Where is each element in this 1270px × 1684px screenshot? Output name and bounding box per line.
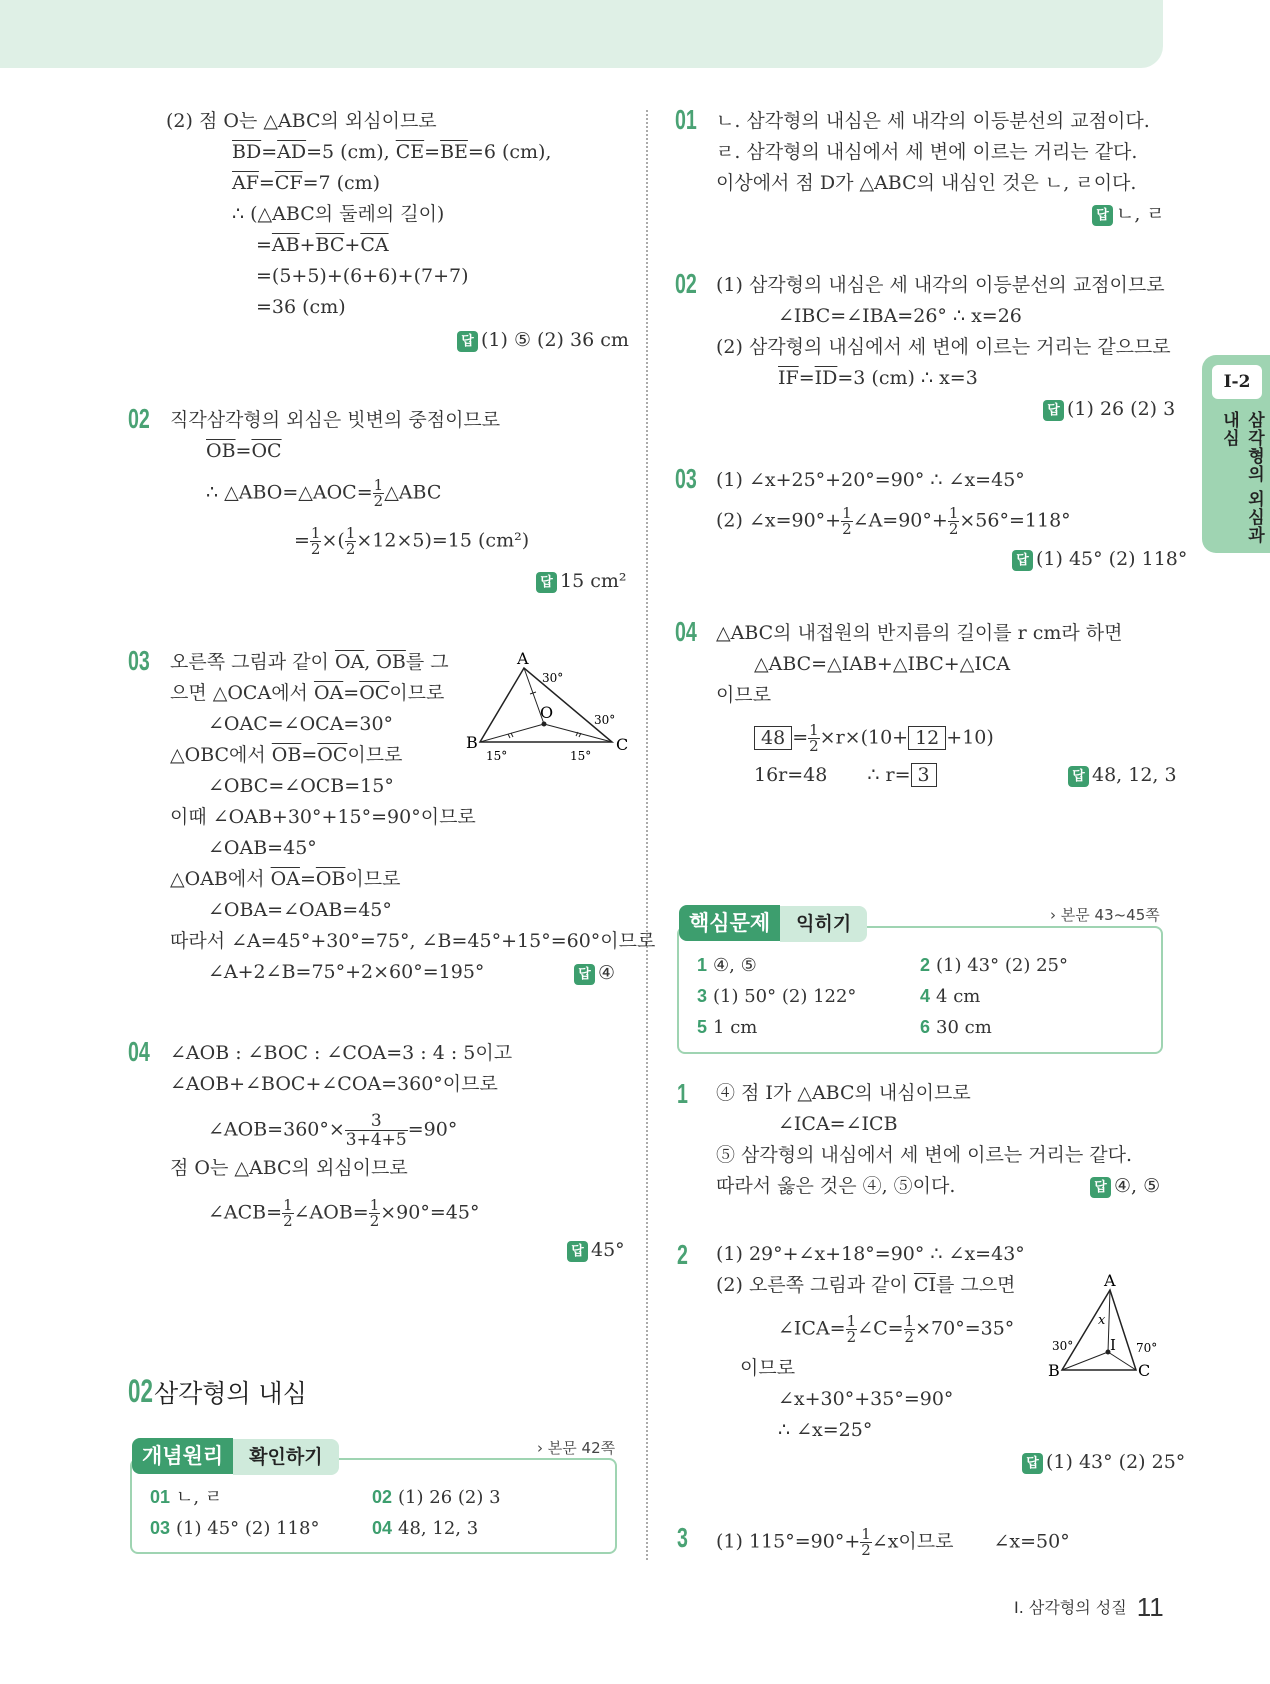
p3-number: 3 [677,1522,688,1553]
q01-line3: 이상에서 점 D가 △ABC의 내심인 것은 ㄴ, ㄹ이다. [716,172,1137,194]
chapter-title: 삼각형의 외심과 내심 [1219,411,1264,544]
p01-2-line7: =36 (cm) [256,296,346,318]
p03-line7: ∠OAB=45° [208,837,317,859]
p02-line2: $\overline{OB}=\overline{OC}$ [206,440,282,462]
blank-box-2: 12 [908,726,946,750]
p03-line5: ∠OBC=∠OCB=15° [208,775,394,797]
p03-triangle-figure [460,646,630,766]
fig-label-O: O [540,703,554,722]
p2-number: 2 [677,1239,688,1270]
p04-line2: ∠AOB+∠BOC+∠COA=360°이므로 [170,1073,498,1095]
concept-box-tab: 개념원리 확인하기 [132,1438,339,1474]
top-band [0,0,1163,68]
core-item-2: 2 (1) 43° (2) 25° [920,955,1068,976]
q03-number: 03 [675,463,697,494]
fig2-label-x: x [1098,1313,1106,1328]
p1-line4: 따라서 옳은 것은 ④, ⑤이다. [716,1175,956,1197]
p1-answer: 답 ④, ⑤ [1090,1174,1160,1198]
core-box-tab: 핵심문제 익히기 [679,905,867,941]
q01-answer: 답 ㄴ, ㄹ [1092,202,1165,226]
q02-line2: ∠IBC=∠IBA=26° ∴ x=26 [778,305,1022,327]
q01-line1: ㄴ. 삼각형의 내심은 세 내각의 이등분선의 교점이다. [716,110,1150,132]
q04-number: 04 [675,616,697,647]
p03-line3: ∠OAC=∠OCA=30° [208,713,394,735]
blank-box-3: 3 [911,763,937,787]
p03-line4: △OBC에서 $\overline{OB}=\overline{OC}$이므로 [170,744,403,766]
p1-line2: ∠ICA=∠ICB [778,1113,898,1135]
p2-triangle-figure [1046,1272,1166,1382]
q04-line3: 이므로 [716,684,772,706]
p02-line1: 직각삼각형의 외심은 빗변의 중점이므로 [170,409,501,431]
blank-box-1: 48 [754,726,792,750]
fig2-label-B: B [1048,1361,1060,1380]
chapter-side-tab[interactable] [1202,355,1270,553]
fig2-angle-30: 30° [1052,1339,1074,1353]
p2-line2: (2) 오른쪽 그림과 같이 $\overline{CI}$를 그으면 [716,1274,1016,1296]
core-box-ref[interactable]: › 본문 43~45쪽 [1050,906,1160,924]
q02-line3: (2) 삼각형의 내심에서 세 변에 이르는 거리는 같으므로 [716,336,1171,358]
p04-line1: ∠AOB : ∠BOC : ∠COA=3 : 4 : 5이고 [170,1042,513,1064]
p02-line3: ∴ △ABO=△AOC= $\frac{1}{2}$ △ABC [206,476,442,510]
q02-line1: (1) 삼각형의 내심은 세 내각의 이등분선의 교점이므로 [716,274,1165,296]
fig-angle-15b: 15° [570,749,592,763]
p2-line5: ∠x+30°+35°=90° [778,1388,954,1410]
p1-line3: ⑤ 삼각형의 내심에서 세 변에 이르는 거리는 같다. [716,1144,1133,1166]
page-footer: I. 삼각형의 성질 11 [1014,1592,1164,1622]
q01-line2: ㄹ. 삼각형의 내심에서 세 변에 이르는 거리는 같다. [716,141,1138,163]
concept-item-01: 01 ㄴ, ㄹ [150,1487,223,1508]
concept-box-ref[interactable]: › 본문 42쪽 [537,1439,616,1457]
p2-line3: ∠ICA= $\frac{1}{2}$ ∠C= $\frac{1}{2}$ ×70°=35° [778,1312,1015,1346]
p03-line6: 이때 ∠OAB+30°+15°=90°이므로 [170,806,476,828]
q03-line1: (1) ∠x+25°+20°=90° ∴ ∠x=45° [716,469,1025,491]
fig2-angle-70: 70° [1136,1341,1158,1355]
p01-2-line3: $\overline{AF}=\overline{CF}=7$ (cm) [232,172,381,194]
q03-answer: 답 (1) 45° (2) 118° [1012,547,1187,571]
column-divider [646,110,648,1560]
p3-line1: (1) 115°=90°+ $\frac{1}{2}$ ∠x이므로 ∠x=50° [716,1525,1070,1559]
p04-line3: ∠AOB=360°× $\frac{3}{3+4+5}$ =90° [208,1111,458,1150]
p2-line4: 이므로 [740,1357,796,1379]
p02-answer: 답 15 cm² [536,569,627,593]
fig2-label-I: I [1110,1336,1116,1354]
core-item-3: 3 (1) 50° (2) 122° [697,986,857,1007]
q04-answer: 답 48, 12, 3 [1068,763,1177,787]
concept-item-02: 02 (1) 26 (2) 3 [372,1487,501,1508]
q02-answer: 답 (1) 26 (2) 3 [1043,397,1175,421]
p01-2-answer: 답 (1) ⑤ (2) 36 cm [457,328,629,352]
q01-number: 01 [675,104,697,135]
p04-line4: 점 O는 △ABC의 외심이므로 [170,1157,408,1179]
p04-number: 04 [128,1036,150,1067]
p03-number: 03 [128,645,150,676]
fraction-half: $\frac{1}{2}$ [373,476,384,510]
core-item-5: 5 1 cm [697,1017,758,1038]
p01-2-line4: ∴ (△ABC의 둘레의 길이) [232,203,445,225]
core-item-6: 6 30 cm [920,1017,992,1038]
q02-number: 02 [675,268,697,299]
p03-line11: ∠A+2∠B=75°+2×60°=195° [208,961,485,983]
fig-angle-15a: 15° [486,749,508,763]
fig-label-C: C [616,735,629,754]
p02-number: 02 [128,403,150,434]
q04-line5: 16r=48 ∴ r= 3 [754,763,937,787]
fig-angle-30b: 30° [594,713,616,727]
p01-2-line2: $\overline{BD}=\overline{AD}=5$ (cm), $\overline{CE}=\overline{BE}=6$ (cm), [232,141,552,163]
concept-item-03: 03 (1) 45° (2) 118° [150,1518,320,1539]
fig-angle-30a: 30° [542,671,564,685]
p02-line4: = $\frac{1}{2}$ ×( $\frac{1}{2}$ ×12×5)=15 (cm²) [294,524,530,558]
fig-label-A: A [517,649,529,668]
p03-answer: 답 ④ [574,961,615,985]
q04-line4: 48 = $\frac{1}{2}$ ×r×(10+ 12 +10) [754,723,994,754]
q02-line4: $\overline{IF}=\overline{ID}=3$ (cm) ∴ x=3 [778,367,978,389]
core-item-4: 4 4 cm [920,986,981,1007]
q03-line2: (2) ∠x=90°+ $\frac{1}{2}$ ∠A=90°+ $\frac{1}{2}$ ×56°=118° [716,504,1071,538]
fig2-label-A: A [1104,1272,1116,1290]
q04-line1: △ABC의 내접원의 반지름의 길이를 r cm라 하면 [716,622,1123,644]
fig2-label-C: C [1138,1361,1151,1380]
p01-2-line6: =(5+5)+(6+6)+(7+7) [256,265,469,287]
p1-number: 1 [677,1078,688,1109]
section-heading: 02삼각형의 내심 [128,1373,307,1409]
p2-line1: (1) 29°+∠x+18°=90° ∴ ∠x=43° [716,1243,1025,1265]
fig-label-B: B [466,733,478,752]
core-item-1: 1 ④, ⑤ [697,955,757,976]
page-number: 11 [1136,1592,1164,1622]
p03-line1: 오른쪽 그림과 같이 $\overline{OA}$, $\overline{OB}$를 그 [170,651,449,673]
p1-line1: ④ 점 I가 △ABC의 내심이므로 [716,1082,971,1104]
p03-line8: △OAB에서 $\overline{OA}=\overline{OB}$이므로 [170,868,401,890]
p01-2-line5: $=\overline{AB}+\overline{BC}+\overline{CA}$ [256,234,389,256]
q04-line2: △ABC=△IAB+△IBC+△ICA [754,653,1011,675]
p04-answer: 답 45° [567,1238,625,1262]
p03-line2: 으면 △OCA에서 $\overline{OA}=\overline{OC}$이므로 [170,682,445,704]
p03-line9: ∠OBA=∠OAB=45° [208,899,392,921]
p03-line10: 따라서 ∠A=45°+30°=75°, ∠B=45°+15°=60°이므로 [170,930,656,952]
p2-answer: 답 (1) 43° (2) 25° [1022,1450,1185,1474]
p04-line5: ∠ACB= $\frac{1}{2}$ ∠AOB= $\frac{1}{2}$ ×90°=45° [208,1196,480,1230]
chapter-chip: I-2 [1212,365,1262,399]
concept-item-04: 04 48, 12, 3 [372,1518,479,1539]
p2-line6: ∴ ∠x=25° [778,1419,873,1441]
p01-2-line1: (2) 점 O는 △ABC의 외심이므로 [166,110,437,132]
